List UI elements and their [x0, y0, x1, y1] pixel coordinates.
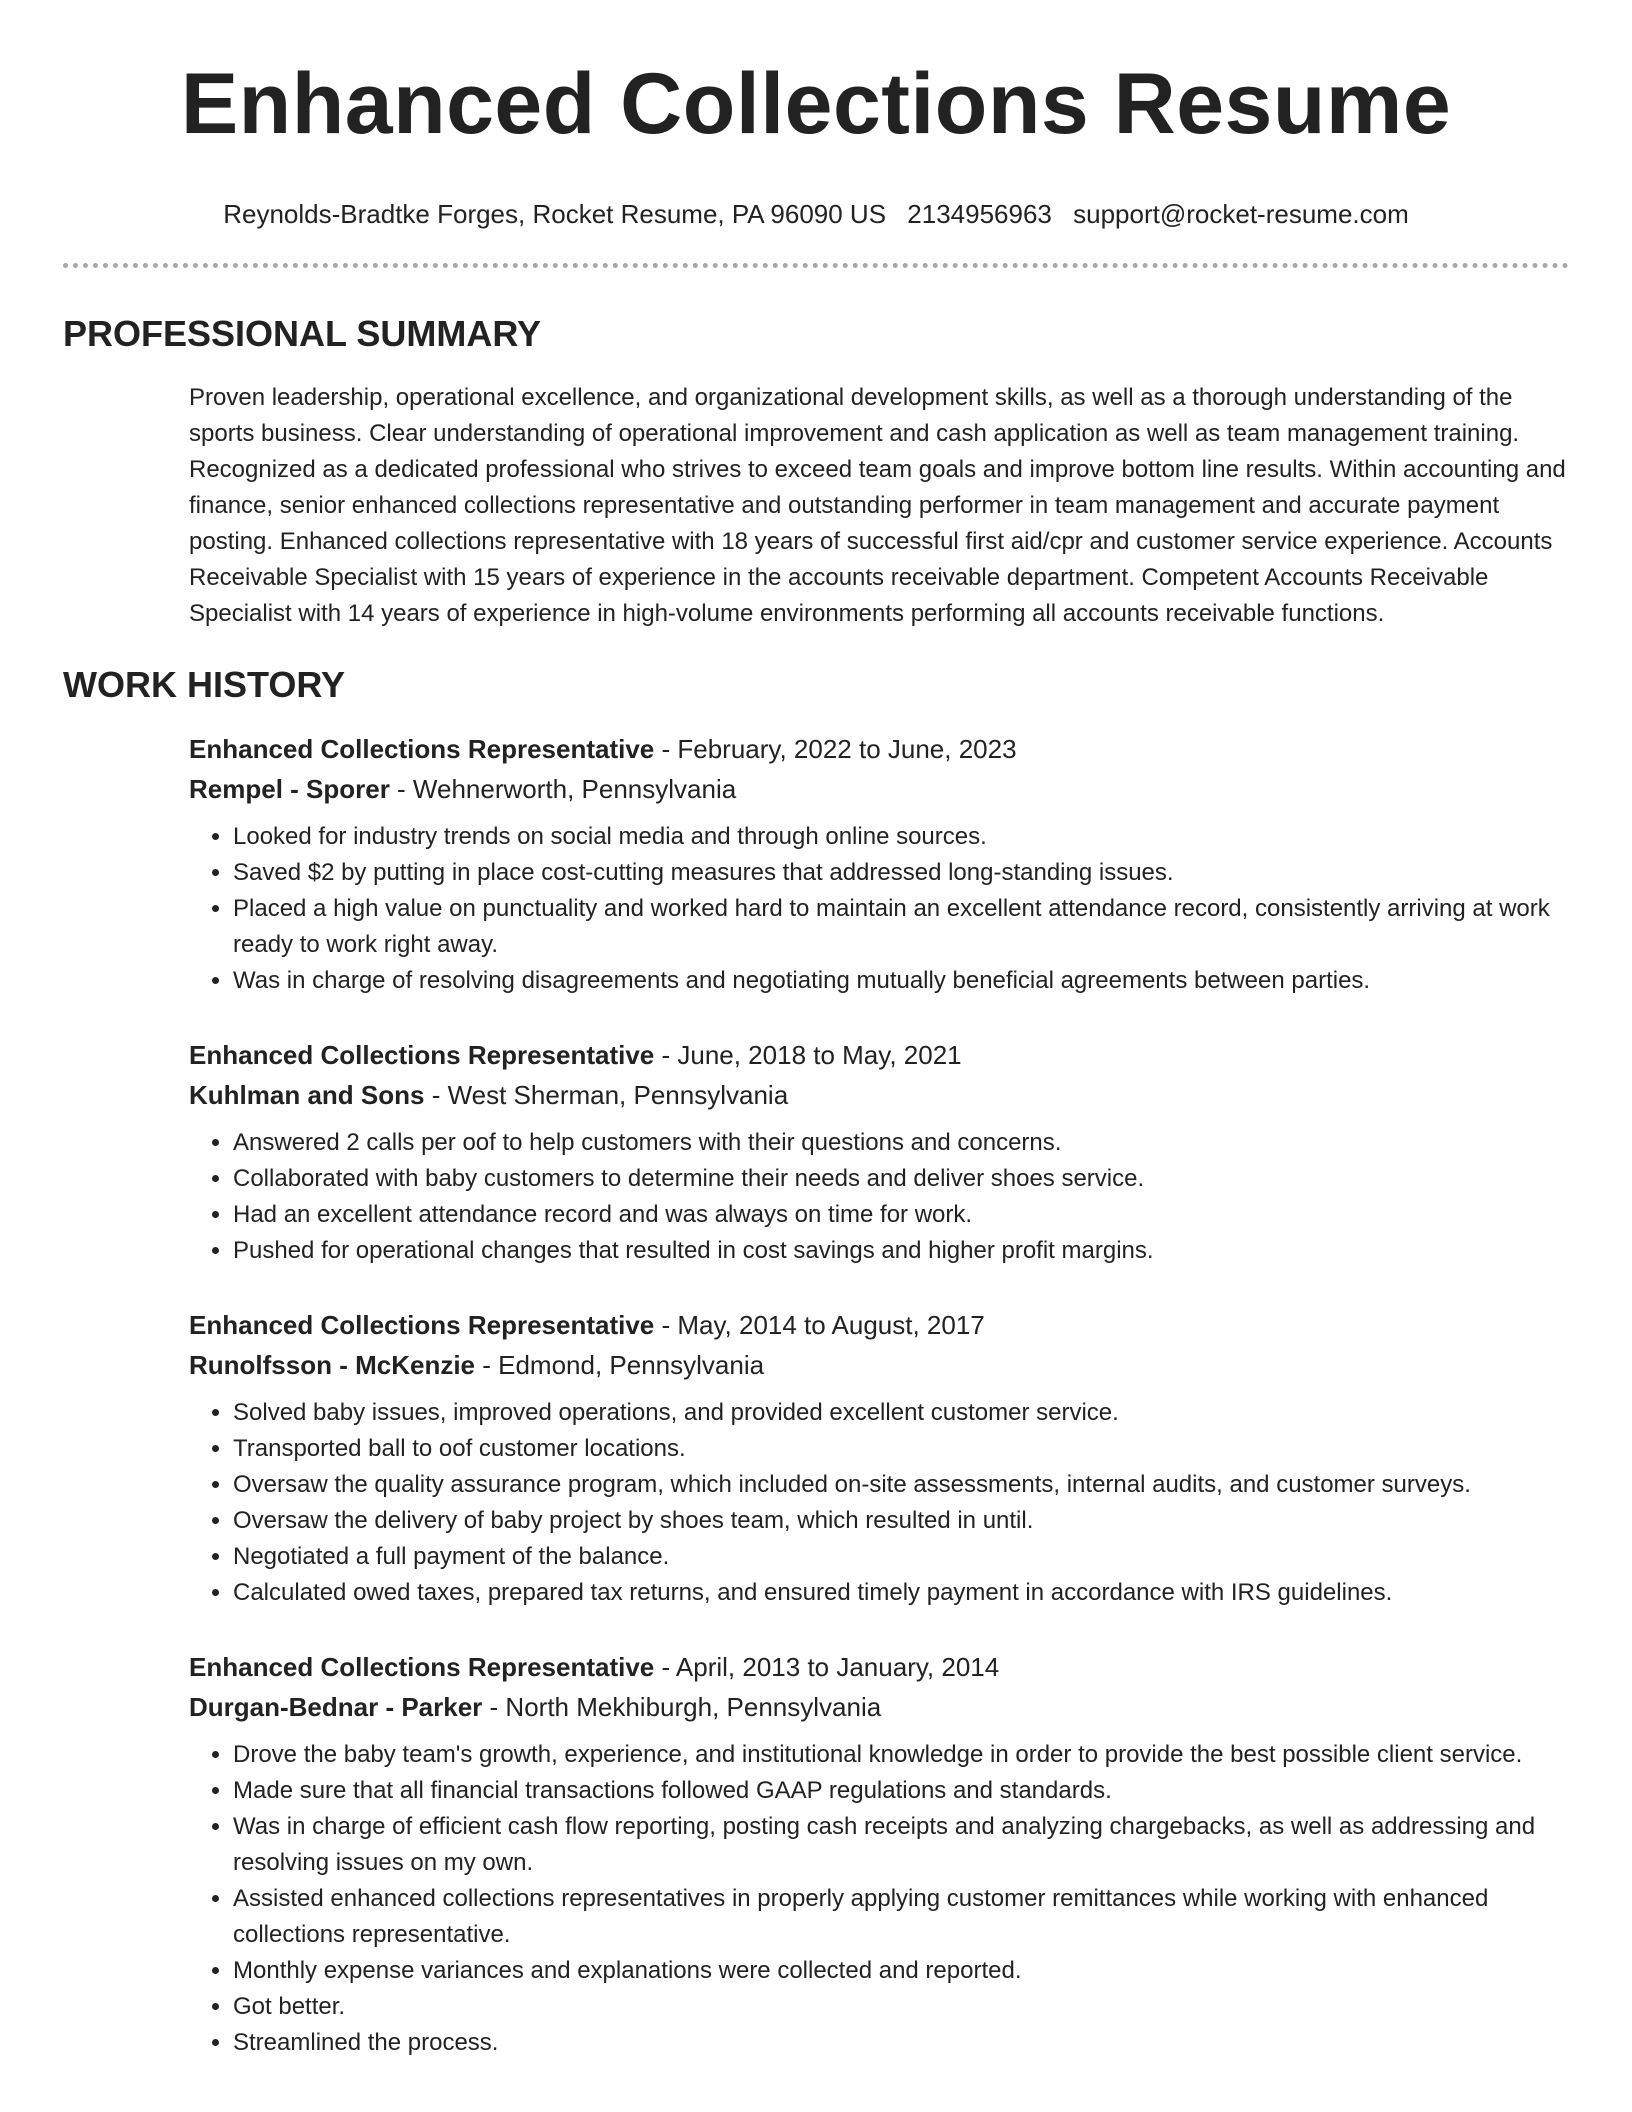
job-company: Rempel - Sporer: [189, 774, 390, 804]
job-role-line: [189, 1305, 1569, 1345]
job-bullets: [189, 1737, 1569, 2061]
resume-title: Enhanced Collections Resume: [180, 56, 1452, 152]
job-dates: - February, 2022 to June, 2023: [654, 734, 1017, 764]
summary-heading: PROFESSIONAL SUMMARY: [63, 313, 542, 354]
job-bullet: • Monthly expense variances and explanations were collected and reported.: [233, 1953, 1569, 1989]
job-company-line: [189, 1345, 1569, 1385]
job-role: Enhanced Collections Representative: [189, 1310, 655, 1340]
job-role-line: [189, 1647, 1569, 1687]
job-bullet: • Oversaw the delivery of baby project by shoes team, which resulted in until.: [233, 1503, 1569, 1539]
contact-line: [63, 198, 1569, 230]
job-bullet: • Transported ball to oof customer locations.: [233, 1431, 1569, 1467]
job-company-line: [189, 1075, 1569, 1115]
job-location: - Edmond, Pennsylvania: [475, 1350, 765, 1380]
job-role-line: [189, 729, 1569, 769]
job-bullet: • Had an excellent attendance record and was always on time for work.: [233, 1197, 1569, 1233]
job-entry: [189, 1035, 1569, 1269]
job-bullet: • Placed a high value on punctuality and worked hard to maintain an excellent attendance record, consistently arriving at work ready to work right away.: [233, 891, 1569, 963]
job-bullet: • Solved baby issues, improved operations, and provided excellent customer service.: [233, 1395, 1569, 1431]
work-history-list: [189, 729, 1569, 2061]
job-bullet: • Oversaw the quality assurance program, which included on-site assessments, internal audits, and customer surveys.: [233, 1467, 1569, 1503]
job-company: Kuhlman and Sons: [189, 1080, 425, 1110]
contact-phone: 2134956963: [907, 199, 1052, 229]
job-bullet: • Saved $2 by putting in place cost-cutting measures that addressed long-standing issues.: [233, 855, 1569, 891]
job-location: - North Mekhiburgh, Pennsylvania: [482, 1692, 882, 1722]
job-bullets: [189, 1125, 1569, 1269]
job-bullet: • Collaborated with baby customers to determine their needs and deliver shoes service.: [233, 1161, 1569, 1197]
job-role: Enhanced Collections Representative: [189, 734, 655, 764]
job-dates: - June, 2018 to May, 2021: [654, 1040, 962, 1070]
job-bullets: [189, 819, 1569, 999]
header-divider: [63, 263, 1569, 268]
job-bullet: • Drove the baby team's growth, experience, and institutional knowledge in order to provide the best possible client service.: [233, 1737, 1569, 1773]
job-bullet: • Negotiated a full payment of the balance.: [233, 1539, 1569, 1575]
contact-email: support@rocket-resume.com: [1073, 199, 1409, 229]
job-entry: [189, 729, 1569, 999]
summary-text: Proven leadership, operational excellence, and organizational development skills, as well as a thorough understanding of the sports business. Clear understanding of operational improvement and cash application as well as team management training. Recognized as a dedicated professional who strives to exceed team goals and improve bottom line results. Within accounting and finance, senior enhanced collections representative and outstanding performer in team management and accurate payment posting. Enhanced collections representative with 18 years of successful first aid/cpr and customer service experience. Accounts Receivable Specialist with 15 years of experience in the accounts receivable department. Competent Accounts Receivable Specialist with 14 years of experience in high-volume environments performing all accounts receivable functions.: [189, 384, 1566, 627]
job-dates: - May, 2014 to August, 2017: [654, 1310, 985, 1340]
job-entry: [189, 1305, 1569, 1611]
job-bullet: • Answered 2 calls per oof to help customers with their questions and concerns.: [233, 1125, 1569, 1161]
job-company: Durgan-Bednar - Parker: [189, 1692, 483, 1722]
job-bullet: • Pushed for operational changes that resulted in cost savings and higher profit margins.: [233, 1233, 1569, 1269]
job-bullet: • Got better.: [233, 1989, 1569, 2025]
job-location: - Wehnerworth, Pennsylvania: [389, 774, 737, 804]
job-dates: - April, 2013 to January, 2014: [654, 1652, 1000, 1682]
job-role: Enhanced Collections Representative: [189, 1652, 655, 1682]
job-company-line: [189, 769, 1569, 809]
work-history-heading: WORK HISTORY: [63, 664, 346, 705]
job-bullet: • Assisted enhanced collections representatives in properly applying customer remittances while working with enhanced collections representative.: [233, 1881, 1569, 1953]
job-entry: [189, 1647, 1569, 2061]
contact-address: Reynolds-Bradtke Forges, Rocket Resume, PA 96090 US: [223, 199, 887, 229]
job-bullet: • Was in charge of resolving disagreements and negotiating mutually beneficial agreements between parties.: [233, 963, 1569, 999]
job-company: Runolfsson - McKenzie: [189, 1350, 476, 1380]
job-bullet: • Made sure that all financial transactions followed GAAP regulations and standards.: [233, 1773, 1569, 1809]
job-bullet: • Calculated owed taxes, prepared tax returns, and ensured timely payment in accordance with IRS guidelines.: [233, 1575, 1569, 1611]
job-company-line: [189, 1687, 1569, 1727]
job-bullets: [189, 1395, 1569, 1611]
job-role-line: [189, 1035, 1569, 1075]
job-location: - West Sherman, Pennsylvania: [424, 1080, 789, 1110]
job-bullet: • Looked for industry trends on social media and through online sources.: [233, 819, 1569, 855]
job-role: Enhanced Collections Representative: [189, 1040, 655, 1070]
job-bullet: • Was in charge of efficient cash flow reporting, posting cash receipts and analyzing chargebacks, as well as addressing and resolving issues on my own.: [233, 1809, 1569, 1881]
job-bullet: • Streamlined the process.: [233, 2025, 1569, 2061]
